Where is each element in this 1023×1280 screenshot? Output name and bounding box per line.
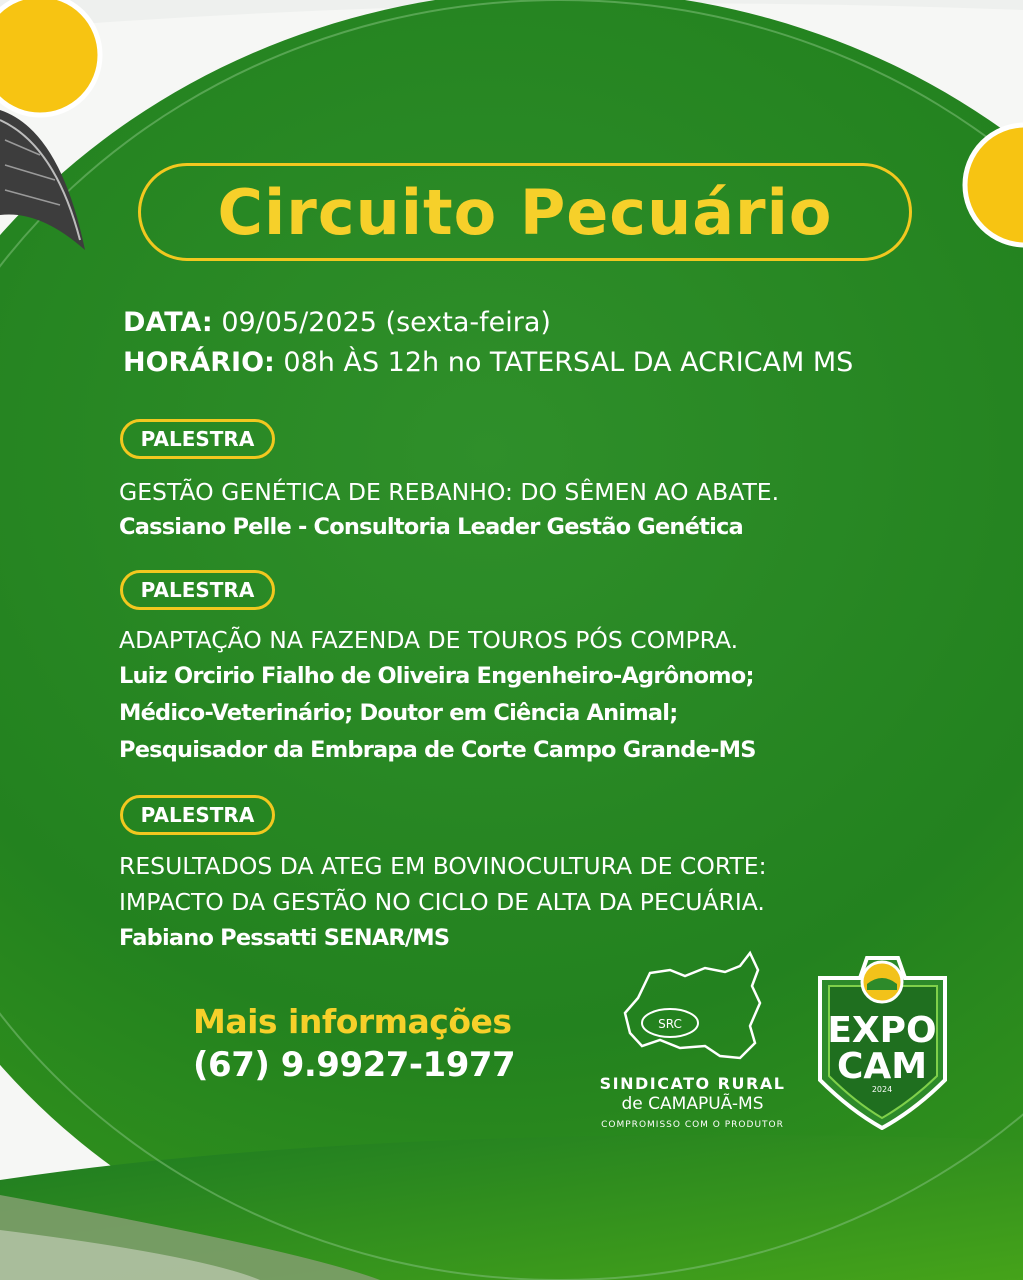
src-map-logo-icon — [600, 948, 790, 1073]
date-label: DATA: — [123, 307, 213, 338]
talk-3-title-line-2: IMPACTO DA GESTÃO NO CICLO DE ALTA DA PECUÁRIA. — [119, 888, 765, 916]
src-name-line-1: SINDICATO RURAL — [599, 1074, 786, 1093]
date-value: 09/05/2025 (sexta-feira) — [221, 307, 551, 338]
talk-2-speaker-line-3: Pesquisador da Embrapa de Corte Campo Grande-MS — [119, 737, 756, 763]
talk-3-badge: PALESTRA — [120, 795, 275, 835]
expocam-logo-icon — [815, 950, 950, 1130]
talk-1-title: GESTÃO GENÉTICA DE REBANHO: DO SÊMEN AO ABATE. — [119, 478, 780, 506]
time-value: 08h ÀS 12h no TATERSAL DA ACRICAM MS — [283, 347, 854, 378]
contact-label: Mais informações — [193, 1002, 512, 1041]
time-line — [123, 347, 853, 378]
date-line — [123, 307, 551, 338]
talk-3-title-line-1: RESULTADOS DA ATEG EM BOVINOCULTURA DE CORTE: — [119, 852, 767, 880]
talk-3-speaker: Fabiano Pessatti SENAR/MS — [119, 925, 450, 951]
src-tagline: COMPROMISSO COM O PRODUTOR — [601, 1120, 784, 1130]
expocam-line-2: CAM — [836, 1046, 928, 1087]
page-title: Circuito Pecuário — [217, 175, 833, 249]
title-pill — [138, 163, 912, 261]
expocam-year: 2024 — [871, 1085, 893, 1094]
time-label: HORÁRIO: — [123, 347, 275, 378]
src-badge-text: SRC — [658, 1017, 682, 1031]
contact-phone[interactable]: (67) 9.9927-1977 — [193, 1045, 516, 1085]
talk-2-badge: PALESTRA — [120, 570, 275, 610]
talk-1-badge: PALESTRA — [120, 419, 275, 459]
src-name-line-2: de CAMAPUÃ-MS — [621, 1094, 764, 1114]
talk-2-speaker-line-1: Luiz Orcirio Fialho de Oliveira Engenheiro-Agrônomo; — [119, 663, 754, 689]
talk-1-speaker: Cassiano Pelle - Consultoria Leader Gestão Genética — [119, 514, 743, 540]
expocam-line-1: EXPO — [827, 1010, 937, 1051]
talk-2-title: ADAPTAÇÃO NA FAZENDA DE TOUROS PÓS COMPRA. — [119, 626, 739, 654]
talk-2-speaker-line-2: Médico-Veterinário; Doutor em Ciência Animal; — [119, 700, 678, 726]
